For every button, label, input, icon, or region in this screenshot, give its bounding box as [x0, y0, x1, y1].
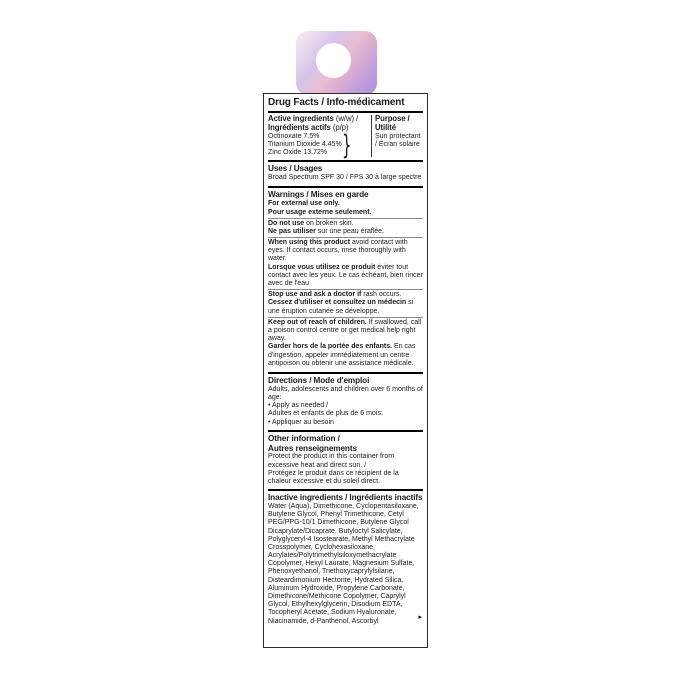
warning-reg: rash occurs. [361, 291, 402, 299]
directions-line: Adultes et enfants de plus de 6 mois: [268, 410, 383, 418]
warning-line [268, 343, 423, 368]
warning-bold: Keep out of reach of children. [268, 318, 367, 326]
inactive-body: Water (Aqua), Dimethicone, Cyclopentasiloxane, Butylene Glycol, Phenyl Trimethicone, Cetyl PEG/PPG-10/1 Dimethicone, Butylene Glycol Dicaprylate/Dicaprate, Butyloctyl Salicylate, Polyglyceryl-4 Isostearate, Methyl Methacrylate Crosspolymer, Cyclohexasiloxane, Acrylates/Polytrimethylsiloxymethacrylate Copolymer, Hexyl Laurate, Magnesium Sulfate, Phenoxyethanol, Triethoxycaprylylsilane, Disteardimonium Hectorite, Hydrated Silica, Aluminum Hydroxide, Propylene Carbonate, Dimethicone/Methicone Copolymer, Caprylyl Glycol, Ethylhexylglycerin, Disodium EDTA, Tocopheryl Acetate, Sodium Hyaluronate, Niacinamide, d-Panthenol, Ascorbyl [268, 502, 419, 625]
warning-line [268, 209, 423, 217]
warnings-heading: Warnings / Mises en garde [268, 189, 369, 199]
active-heading-fr-reg: (p/p) [330, 122, 349, 132]
uses-body: Broad Spectrum SPF 30 / FPS 30 à large spectre [268, 174, 422, 182]
inactive-heading: Inactive ingredients / Ingrédients inactifs [268, 493, 423, 503]
active-heading-fr-bold: Ingrédients actifs [268, 122, 331, 132]
panel-title: Drug Facts / Info-médicament [268, 94, 423, 113]
other-body-fr: Protégez le produit dans ce récipient de la chaleur excessive et du soleil direct. [268, 469, 399, 485]
warning-block-do-not-use [268, 218, 423, 237]
brace-glyph: } [341, 129, 352, 161]
hang-tab [296, 31, 377, 95]
warning-bold: Garder hors de la portée des enfants. [268, 343, 393, 351]
warning-bold: For external use only. [268, 200, 340, 208]
warning-line [268, 220, 423, 228]
warning-line [268, 239, 423, 264]
other-body-en: Protect the product in this container from excessive heat and direct sun. / [268, 453, 395, 469]
section-warnings [268, 188, 423, 374]
warning-bold: Ne pas utiliser [268, 227, 316, 235]
warning-block-external-use [268, 199, 423, 217]
active-heading-fr [268, 124, 369, 133]
purpose-heading: Purpose / Utilité [375, 114, 410, 132]
directions-line: • Apply as needed / [268, 402, 329, 410]
warning-block-stop-use [268, 289, 423, 317]
continuation-arrow-icon: ▸ [418, 613, 422, 621]
section-directions [268, 374, 423, 432]
warning-reg: on broken skin. [304, 219, 354, 227]
warning-block-when-using [268, 237, 423, 289]
warning-line [268, 200, 423, 208]
ingredient-octinoxate: Octinoxate 7.5% [268, 132, 320, 140]
warning-line [268, 299, 423, 315]
punch-hole [316, 43, 351, 78]
warning-bold: Cessez d'utiliser et consultez un médecin [268, 299, 407, 307]
active-heading-en-bold: Active ingredients [268, 114, 334, 123]
ingredient-list [268, 133, 342, 158]
directions-line: Adults, adolescents and children over 6 months of age: [268, 385, 423, 401]
warning-reg: éviter tout contact avec les yeux. Le cas échéant, bien rincer avec de l'eau [268, 263, 423, 288]
purpose-column [371, 115, 423, 157]
section-inactive-ingredients [268, 491, 423, 629]
directions-heading: Directions / Mode d'emploi [268, 375, 370, 385]
warning-reg: si une éruption cutanée se développe. [268, 299, 414, 315]
active-heading-en-reg: (w/w) / [333, 114, 359, 123]
warning-line [268, 264, 423, 289]
warning-bold: Pour usage externe seulement. [268, 208, 372, 216]
uses-heading: Uses / Usages [268, 164, 323, 174]
other-heading-line1: Other information / [268, 433, 340, 443]
warning-reg: avoid contact with eyes. If contact occurs, rinse thoroughly with water. [268, 239, 408, 263]
other-heading-line2: Autres renseignements [268, 443, 357, 453]
section-uses [268, 162, 423, 187]
warning-bold: Stop use and ask a doctor if [268, 291, 362, 299]
purpose-value: Sun protectant / Écran solaire [375, 132, 421, 149]
warning-block-keep-out-of-reach [268, 317, 423, 369]
warning-bold: Lorsque vous utilisez ce produit [268, 263, 376, 271]
section-other-information [268, 432, 423, 491]
warning-line [268, 291, 423, 299]
directions-line: • Appliquer au besoin [268, 418, 334, 426]
drug-facts-panel [263, 93, 428, 648]
ingredient-rows [268, 129, 369, 161]
section-active-ingredients [268, 113, 423, 162]
ingredient-zinc-oxide: Zinc Oxide 13.72% [268, 149, 328, 157]
warning-reg: En cas d'ingestion, appeler immédiatement un centre antipoison ou obtenir une assistance médicale. [268, 343, 416, 367]
active-ingredients-column [268, 114, 371, 161]
warning-bold: When using this product [268, 239, 351, 247]
warning-line [268, 228, 423, 236]
warning-reg: If swallowed, call a poison control centre or get medical help right away. [268, 318, 422, 343]
warning-reg: sur une peau éraflée. [315, 227, 384, 235]
warning-bold: Do not use [268, 219, 305, 227]
warning-line [268, 319, 423, 344]
ingredient-titanium-dioxide: Titanium Dioxide 4.45% [268, 141, 342, 149]
